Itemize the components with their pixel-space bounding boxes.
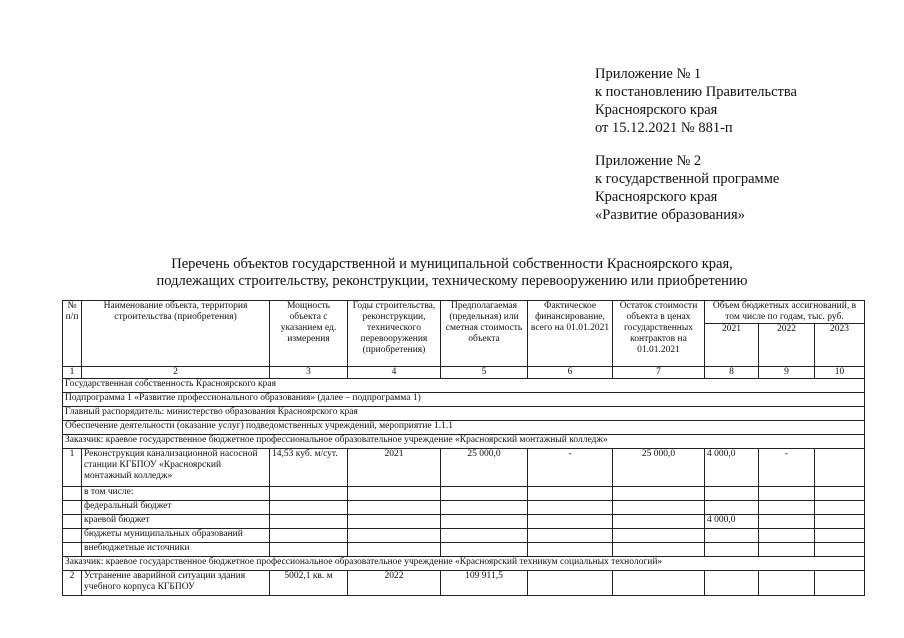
appendix-1-line: Красноярского края xyxy=(595,102,718,118)
column-numbers-row xyxy=(63,367,865,379)
appendix-1-line: к постановлению Правительства xyxy=(595,84,797,100)
appendix-2-line: Красноярского края xyxy=(595,189,718,205)
header-estimated-cost: Предполагаемая (предельная) или сметная стоимость объекта xyxy=(441,301,528,367)
object-name: Реконструкция канализационной насосной станции КГБПОУ «Красноярский монтажный колледж» xyxy=(82,449,270,487)
object-years: 2021 xyxy=(348,449,441,487)
appendix-2-line: к государственной программе xyxy=(595,171,780,187)
column-number: 7 xyxy=(613,367,705,379)
document-title-line: подлежащих строительству, реконструкции, техническому перевооружению или приобретению xyxy=(156,273,748,289)
section-row xyxy=(63,407,865,421)
object-remaining-cost: 25 000,0 xyxy=(613,449,705,487)
column-number: 3 xyxy=(270,367,348,379)
section-row xyxy=(63,421,865,435)
header-capacity: Мощность объекта с указанием ед. измерения xyxy=(270,301,348,367)
header-row xyxy=(63,301,865,324)
object-capacity: 5002,1 кв. м xyxy=(270,571,348,596)
header-year-2023: 2023 xyxy=(815,324,865,367)
funding-source-label: краевой бюджет xyxy=(82,515,270,529)
header-name: Наименование объекта, территория строительства (приобретения) xyxy=(82,301,270,367)
appendix-1-line: от 15.12.2021 № 881-п xyxy=(595,120,733,136)
header-year-2021: 2021 xyxy=(705,324,759,367)
column-number: 8 xyxy=(705,367,759,379)
funding-source-row xyxy=(63,543,865,557)
funding-source-label: внебюджетные источники xyxy=(82,543,270,557)
object-estimated-cost: 109 911,5 xyxy=(441,571,528,596)
object-num: 2 xyxy=(63,571,82,596)
header-remaining-cost: Остаток стоимости объекта в ценах государственных контрактов на 01.01.2021 xyxy=(613,301,705,367)
section-activity: Обеспечение деятельности (оказание услуг) подведомственных учреждений, мероприятие 1.1.1 xyxy=(63,421,865,435)
funding-source-row xyxy=(63,515,865,529)
object-year-2022: - xyxy=(759,449,815,487)
header-budget: Объем бюджетных ассигнований, в том числе по годам, тыс. руб. xyxy=(705,301,865,324)
appendix-2-line: «Развитие образования» xyxy=(595,207,745,223)
appendix-2-block xyxy=(595,152,779,224)
header-year-2022: 2022 xyxy=(759,324,815,367)
section-subprogram: Подпрограмма 1 «Развитие профессионального образования» (далее – подпрограмма 1) xyxy=(63,393,865,407)
column-number: 2 xyxy=(82,367,270,379)
object-name: Устранение аварийной ситуации здания учебного корпуса КГБПОУ xyxy=(82,571,270,596)
section-customer: Заказчик: краевое государственное бюджетное профессиональное образовательное учреждение «Красноярский техникум социальных технологий» xyxy=(63,557,865,571)
funding-source-row xyxy=(63,501,865,515)
object-year-2021: 4 000,0 xyxy=(705,449,759,487)
section-row xyxy=(63,393,865,407)
object-capacity: 14,53 куб. м/сут. xyxy=(270,449,348,487)
section-row xyxy=(63,435,865,449)
appendix-1-line: Приложение № 1 xyxy=(595,66,702,82)
object-num: 1 xyxy=(63,449,82,487)
object-years: 2022 xyxy=(348,571,441,596)
column-number: 6 xyxy=(528,367,613,379)
header-years: Годы строительства, реконструкции, технического перевооружения (приобретения) xyxy=(348,301,441,367)
column-number: 9 xyxy=(759,367,815,379)
funding-source-row xyxy=(63,529,865,543)
appendix-1-block xyxy=(595,65,797,137)
section-customer: Заказчик: краевое государственное бюджетное профессиональное образовательное учреждение «Красноярский монтажный колледж» xyxy=(63,435,865,449)
appendix-2-line: Приложение № 2 xyxy=(595,153,702,169)
column-number: 5 xyxy=(441,367,528,379)
header-num: № п/п xyxy=(63,301,82,367)
funding-source-2021 xyxy=(705,487,759,501)
funding-source-2021 xyxy=(705,529,759,543)
section-manager: Главный распорядитель: министерство образования Красноярского края xyxy=(63,407,865,421)
section-ownership: Государственная собственность Красноярского края xyxy=(63,379,865,393)
object-actual-funding: - xyxy=(528,449,613,487)
object-year-2023 xyxy=(815,449,865,487)
document-title-line: Перечень объектов государственной и муниципальной собственности Красноярского края, xyxy=(171,256,733,272)
funding-source-2021 xyxy=(705,543,759,557)
column-number: 10 xyxy=(815,367,865,379)
section-row xyxy=(63,557,865,571)
column-number: 1 xyxy=(63,367,82,379)
objects-table xyxy=(62,300,865,596)
object-estimated-cost: 25 000,0 xyxy=(441,449,528,487)
object-row xyxy=(63,571,865,596)
funding-source-2021 xyxy=(705,501,759,515)
funding-source-row xyxy=(63,487,865,501)
funding-source-label: бюджеты муниципальных образований xyxy=(82,529,270,543)
funding-source-label: федеральный бюджет xyxy=(82,501,270,515)
funding-source-label: в том числе: xyxy=(82,487,270,501)
header-actual-funding: Фактическое финансирование, всего на 01.01.2021 xyxy=(528,301,613,367)
column-number: 4 xyxy=(348,367,441,379)
object-row xyxy=(63,449,865,487)
section-row xyxy=(63,379,865,393)
funding-source-2021: 4 000,0 xyxy=(705,515,759,529)
document-title xyxy=(0,256,904,290)
